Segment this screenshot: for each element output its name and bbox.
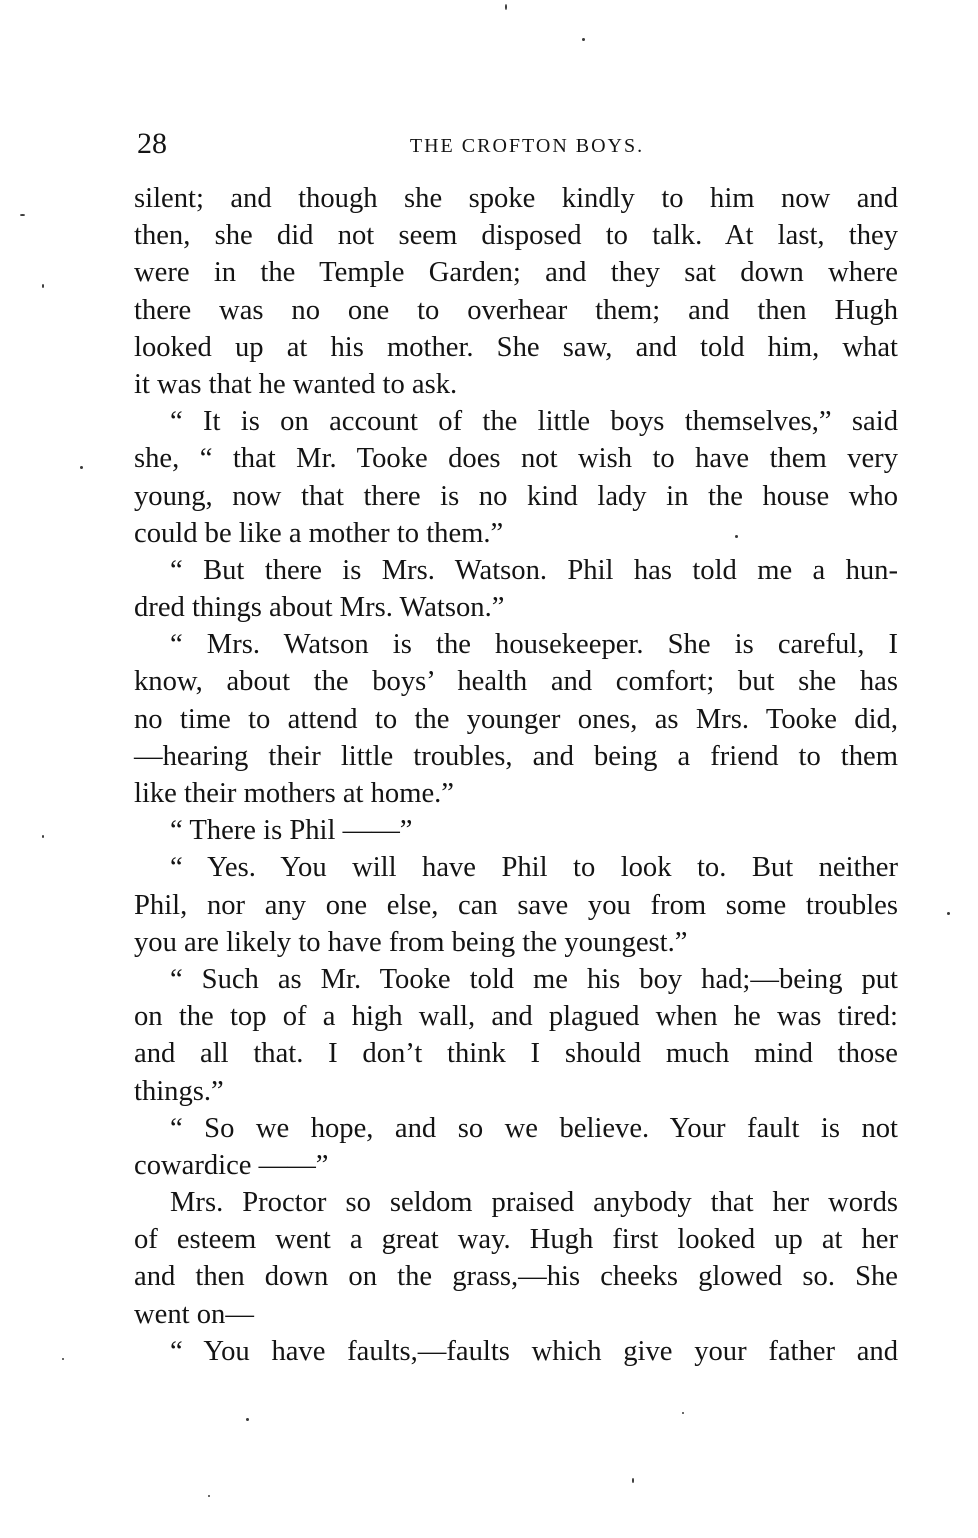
- text-line: could be like a mother to them.”: [134, 517, 504, 549]
- speck: [42, 284, 44, 288]
- speck: [42, 835, 44, 838]
- text-line: and then down on the grass,—his cheeks glowed so. She: [134, 1261, 898, 1293]
- text-line: silent; and though she spoke kindly to him now and: [134, 183, 898, 214]
- speck: [735, 535, 738, 538]
- text-line: “ There is Phil ——”: [170, 815, 413, 847]
- text-line: she, “ that Mr. Tooke does not wish to have them very: [134, 443, 898, 475]
- running-head: THE CROFTON BOYS.: [409, 135, 645, 157]
- text-line: no time to attend to the younger ones, as Mrs. Tooke did,: [134, 703, 898, 735]
- text-line: “ But there is Mrs. Watson. Phil has told me a hun-: [170, 554, 898, 586]
- body-text: [134, 180, 898, 1370]
- speck: [208, 1495, 210, 1497]
- speck: [246, 1418, 249, 1421]
- text-line: of esteem went a great way. Hugh first looked up at her: [134, 1224, 898, 1256]
- speck: [582, 38, 585, 41]
- speck: [505, 4, 507, 10]
- text-line: “ Mrs. Watson is the housekeeper. She is careful, I: [170, 629, 898, 661]
- speck: [947, 912, 950, 915]
- text-line: Phil, nor any one else, can save you from some troubles: [134, 889, 898, 921]
- text-line: it was that he wanted to ask.: [134, 368, 458, 400]
- speck: [632, 1478, 634, 1483]
- speck: [62, 1358, 64, 1360]
- page-number: 28: [137, 127, 167, 160]
- text-line: “ So we hope, and so we believe. Your fault is not: [170, 1112, 898, 1144]
- page-header: [137, 124, 897, 164]
- text-line: looked up at his mother. She saw, and told him, what: [134, 331, 898, 363]
- text-line: “ You have faults,—faults which give your father and: [170, 1335, 898, 1367]
- text-line: Mrs. Proctor so seldom praised anybody that her words: [170, 1187, 898, 1219]
- text-line: know, about the boys’ health and comfort; but she has: [134, 666, 898, 698]
- text-line: “ Yes. You will have Phil to look to. But neither: [170, 852, 898, 884]
- text-line: were in the Temple Garden; and they sat down where: [134, 257, 898, 289]
- text-line: young, now that there is no kind lady in the house who: [134, 480, 898, 512]
- text-line: then, she did not seem disposed to talk. At last, they: [134, 220, 898, 252]
- text-line: “ Such as Mr. Tooke told me his boy had;—being put: [170, 963, 898, 995]
- text-line: like their mothers at home.”: [134, 778, 454, 809]
- text-line: on the top of a high wall, and plagued when he was tired:: [134, 1001, 898, 1033]
- speck: [20, 214, 25, 216]
- text-line: went on—: [134, 1298, 254, 1330]
- speck: [80, 466, 83, 469]
- text-line: “ It is on account of the little boys themselves,” said: [170, 406, 898, 438]
- text-line: cowardice ——”: [134, 1149, 329, 1181]
- text-line: and all that. I don’t think I should much mind those: [134, 1038, 898, 1070]
- text-line: dred things about Mrs. Watson.”: [134, 592, 505, 624]
- speck: [682, 1412, 684, 1414]
- text-line: —hearing their little troubles, and being a friend to them: [134, 740, 898, 772]
- text-line: you are likely to have from being the youngest.”: [134, 926, 688, 958]
- text-line: there was no one to overhear them; and then Hugh: [134, 294, 898, 326]
- text-line: things.”: [134, 1075, 224, 1107]
